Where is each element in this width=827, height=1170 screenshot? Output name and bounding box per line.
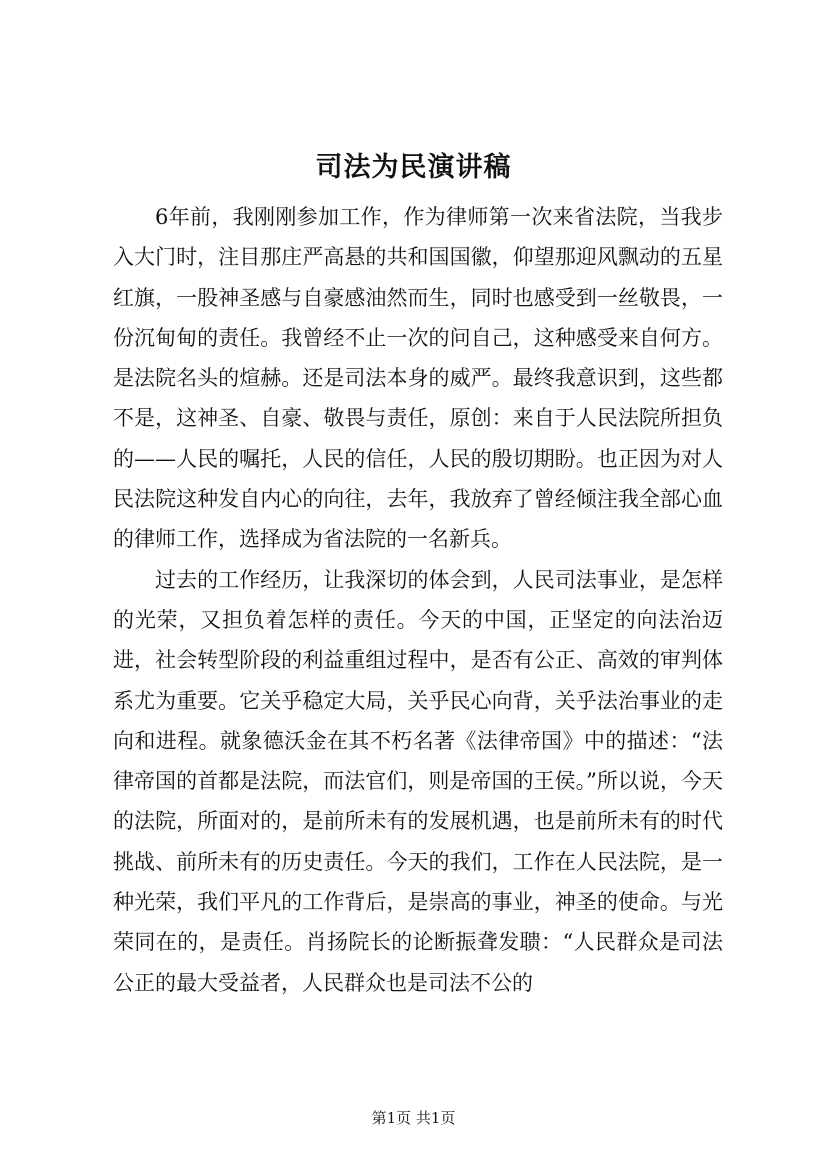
- paragraph: 过去的工作经历，让我深切的体会到，人民司法事业，是怎样的光荣，又担负着怎样的责任。今天的中国，正坚定的向法治迈进，社会转型阶段的利益重组过程中，是否有公正、高效的审判体系尤为重要。它关乎稳定大局，关乎民心向背，关乎法治事业的走向和进程。就象德沃金在其不朽名著《法律帝国》中的描述：“法律帝国的首都是法院，而法官们，则是帝国的王侯。”所以说，今天的法院，所面对的，是前所未有的发展机遇，也是前所未有的时代挑战、前所未有的历史责任。今天的我们，工作在人民法院，是一种光荣，我们平凡的工作背后，是崇高的事业，神圣的使命。与光荣同在的，是责任。肖扬院长的论断振聋发聩：“人民群众是司法公正的最大受益者，人民群众也是司法不公的: [113, 567, 723, 995]
- document-title: 司法为民演讲稿: [315, 152, 512, 183]
- document-body: [113, 197, 723, 1003]
- page-footer: 第1页 共1页: [371, 1109, 456, 1127]
- paragraph: 6年前，我刚刚参加工作，作为律师第一次来省法院，当我步入大门时，注目那庄严高悬的共和国国徽，仰望那迎风飘动的五星红旗，一股神圣感与自豪感油然而生，同时也感受到一丝敬畏，一份沉甸甸的责任。我曾经不止一次的问自己，这种感受来自何方。是法院名头的煊赫。还是司法本身的威严。最终我意识到，这些都不是，这神圣、自豪、敬畏与责任，原创：来自于人民法院所担负的——人民的嘱托，人民的信任，人民的殷切期盼。也正因为对人民法院这种发自内心的向往，去年，我放弃了曾经倾注我全部心血的律师工作，选择成为省法院的一名新兵。: [113, 205, 723, 552]
